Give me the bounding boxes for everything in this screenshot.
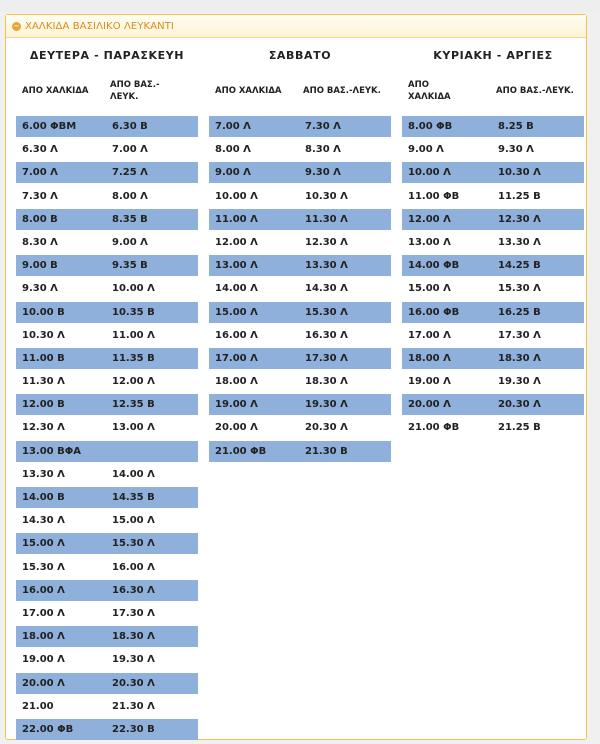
departure-chalkida: 10.00 Β xyxy=(22,306,65,318)
departure-vasiliko: 12.00 Λ xyxy=(112,376,155,388)
departure-vasiliko: 7.00 Λ xyxy=(112,144,148,156)
departure-chalkida: 7.30 Λ xyxy=(22,190,58,202)
departure-chalkida: 18.00 Λ xyxy=(215,376,258,388)
table-row xyxy=(16,580,198,601)
departure-vasiliko: 6.30 Β xyxy=(112,121,148,132)
table-row xyxy=(402,278,584,299)
departure-chalkida: 15.30 Λ xyxy=(22,561,65,573)
departure-chalkida: 13.30 Λ xyxy=(22,468,65,480)
departure-chalkida: 13.00 ΒΦΑ xyxy=(22,445,81,457)
departure-chalkida: 9.00 Λ xyxy=(408,144,444,156)
departure-vasiliko: 18.30 Λ xyxy=(305,376,348,388)
header-from-vasiliko: ΑΠΟ ΒΑΣ.-ΛΕΥΚ. xyxy=(303,86,381,96)
day-title: ΔΕΥΤΕΡΑ - ΠΑΡΑΣΚΕΥΗ xyxy=(29,48,185,62)
departure-chalkida: 21.00 xyxy=(22,700,54,712)
table-row xyxy=(16,533,198,554)
departure-chalkida: 7.00 Λ xyxy=(22,167,58,179)
table-row xyxy=(16,232,198,253)
departure-chalkida: 16.00 Λ xyxy=(22,584,65,596)
departure-vasiliko: 21.30 Β xyxy=(305,445,348,457)
departure-vasiliko: 12.35 Β xyxy=(112,399,155,411)
departure-chalkida: 6.30 Λ xyxy=(22,144,58,156)
header-from-chalkida: ΑΠΟ ΧΑΛΚΙΔΑ xyxy=(22,86,89,96)
collapse-icon[interactable]: − xyxy=(13,21,20,30)
departure-chalkida: 11.00 Λ xyxy=(215,213,258,225)
departure-chalkida: 17.00 Λ xyxy=(22,607,65,619)
table-row xyxy=(209,325,391,346)
departure-chalkida: 19.00 Λ xyxy=(22,654,65,666)
table-row xyxy=(402,186,584,207)
table-row xyxy=(209,255,391,276)
departure-chalkida: 12.00 Λ xyxy=(408,213,451,225)
day-title: ΚΥΡΙΑΚΗ - ΑΡΓΙΕΣ xyxy=(433,48,553,62)
departure-chalkida: 12.00 Λ xyxy=(215,236,258,248)
table-row xyxy=(16,510,198,531)
table-row xyxy=(209,232,391,253)
panel-title: ΧΑΛΚΙΔΑ ΒΑΣΙΛΙΚΟ ΛΕΥΚΑΝΤΙ xyxy=(25,20,174,32)
departure-chalkida: 10.30 Λ xyxy=(22,329,65,341)
table-row xyxy=(16,673,198,694)
departure-vasiliko: 9.00 Λ xyxy=(112,236,148,248)
departure-chalkida: 21.00 ΦΒ xyxy=(408,422,460,434)
departure-vasiliko: 15.30 Λ xyxy=(498,283,541,295)
departure-chalkida: 12.30 Λ xyxy=(22,422,65,434)
departure-chalkida: 16.00 ΦΒ xyxy=(408,306,460,318)
departure-chalkida: 19.00 Λ xyxy=(408,376,451,388)
table-row xyxy=(209,441,391,462)
departure-vasiliko: 8.00 Λ xyxy=(112,190,148,202)
table-row xyxy=(209,371,391,392)
departure-chalkida: 20.00 Λ xyxy=(215,422,258,434)
table-row xyxy=(209,139,391,160)
departure-vasiliko: 21.30 Λ xyxy=(112,700,155,712)
departure-vasiliko: 13.30 Λ xyxy=(498,236,541,248)
departure-vasiliko: 15.30 Λ xyxy=(305,306,348,318)
departure-vasiliko: 9.30 Λ xyxy=(305,167,341,179)
table-row xyxy=(402,348,584,369)
day-column-weekdays xyxy=(16,38,198,742)
table-row xyxy=(16,139,198,160)
departure-chalkida: 17.00 Λ xyxy=(215,352,258,364)
table-row xyxy=(16,417,198,438)
departure-vasiliko: 10.30 Λ xyxy=(498,167,541,179)
header-from-vasiliko: ΑΠΟ ΒΑΣ.-ΛΕΥΚ. xyxy=(496,86,574,96)
header-from-chalkida: ΑΠΟ ΧΑΛΚΙΔΑ xyxy=(408,80,451,102)
departure-vasiliko: 16.30 Λ xyxy=(112,584,155,596)
departure-vasiliko: 14.25 Β xyxy=(498,260,541,272)
departure-vasiliko: 14.30 Λ xyxy=(305,283,348,295)
table-row xyxy=(209,162,391,183)
day-title: ΣΑΒΒΑΤΟ xyxy=(268,48,332,62)
table-row xyxy=(402,325,584,346)
table-row xyxy=(16,719,198,740)
departure-vasiliko: 20.30 Λ xyxy=(305,422,348,434)
departure-chalkida: 8.30 Λ xyxy=(22,236,58,248)
schedule-rows xyxy=(209,116,391,462)
departure-vasiliko: 9.35 Β xyxy=(112,260,148,272)
departure-chalkida: 15.00 Λ xyxy=(215,306,258,318)
column-headers xyxy=(209,72,391,110)
column-headers xyxy=(402,72,584,110)
table-row xyxy=(209,302,391,323)
departure-chalkida: 17.00 Λ xyxy=(408,329,451,341)
departure-vasiliko: 13.30 Λ xyxy=(305,260,348,272)
table-row xyxy=(16,348,198,369)
departure-chalkida: 14.30 Λ xyxy=(22,515,65,527)
departure-chalkida: 9.00 Λ xyxy=(215,167,251,179)
table-row xyxy=(16,626,198,647)
departure-vasiliko: 11.00 Λ xyxy=(112,329,155,341)
table-row xyxy=(16,162,198,183)
table-row xyxy=(16,186,198,207)
table-row xyxy=(209,116,391,137)
departure-chalkida: 9.00 Β xyxy=(22,260,58,272)
departure-chalkida: 11.00 ΦΒ xyxy=(408,190,460,202)
table-row xyxy=(16,649,198,670)
top-bar xyxy=(0,0,600,12)
departure-chalkida: 9.30 Λ xyxy=(22,283,58,295)
departure-vasiliko: 12.30 Λ xyxy=(498,213,541,225)
departure-vasiliko: 8.25 Β xyxy=(498,121,534,132)
departure-vasiliko: 18.30 Λ xyxy=(498,352,541,364)
departure-chalkida: 7.00 Λ xyxy=(215,121,251,132)
departure-vasiliko: 11.30 Λ xyxy=(305,213,348,225)
departure-chalkida: 19.00 Λ xyxy=(215,399,258,411)
departure-chalkida: 11.00 Β xyxy=(22,352,65,364)
departure-vasiliko: 14.00 Λ xyxy=(112,468,155,480)
departure-vasiliko: 7.25 Λ xyxy=(112,167,148,179)
table-row xyxy=(209,417,391,438)
departure-vasiliko: 11.35 Β xyxy=(112,352,155,364)
departure-vasiliko: 18.30 Λ xyxy=(112,631,155,643)
departure-vasiliko: 14.35 Β xyxy=(112,492,155,503)
departure-vasiliko: 19.30 Λ xyxy=(305,399,348,411)
departure-chalkida: 15.00 Λ xyxy=(22,538,65,550)
departure-chalkida: 18.00 Λ xyxy=(22,631,65,643)
departure-chalkida: 15.00 Λ xyxy=(408,283,451,295)
table-row xyxy=(402,162,584,183)
table-row xyxy=(209,209,391,230)
table-row xyxy=(16,302,198,323)
departure-chalkida: 10.00 Λ xyxy=(408,167,451,179)
departure-vasiliko: 17.30 Λ xyxy=(305,352,348,364)
departure-chalkida: 13.00 Λ xyxy=(215,260,258,272)
departure-vasiliko: 13.00 Λ xyxy=(112,422,155,434)
table-row xyxy=(402,255,584,276)
departure-chalkida: 18.00 Λ xyxy=(408,352,451,364)
day-column-saturday xyxy=(209,38,391,464)
header-from-chalkida: ΑΠΟ ΧΑΛΚΙΔΑ xyxy=(215,86,282,96)
departure-chalkida: 13.00 Λ xyxy=(408,236,451,248)
table-row xyxy=(402,232,584,253)
departure-chalkida: 20.00 Λ xyxy=(22,677,65,689)
departure-vasiliko: 20.30 Λ xyxy=(112,677,155,689)
table-row xyxy=(16,464,198,485)
table-row xyxy=(16,116,198,137)
table-row xyxy=(16,394,198,415)
table-row xyxy=(16,255,198,276)
table-row xyxy=(209,278,391,299)
departure-chalkida: 14.00 ΦΒ xyxy=(408,260,460,272)
table-row xyxy=(16,696,198,717)
table-row xyxy=(402,139,584,160)
departure-vasiliko: 10.30 Λ xyxy=(305,190,348,202)
table-row xyxy=(402,302,584,323)
departure-vasiliko: 17.30 Λ xyxy=(498,329,541,341)
departure-vasiliko: 20.30 Λ xyxy=(498,399,541,411)
departure-chalkida: 8.00 Β xyxy=(22,213,58,225)
departure-vasiliko: 15.00 Λ xyxy=(112,515,155,527)
table-row xyxy=(402,116,584,137)
departure-vasiliko: 17.30 Λ xyxy=(112,607,155,619)
table-row xyxy=(402,371,584,392)
table-row xyxy=(16,325,198,346)
departure-vasiliko: 16.25 Β xyxy=(498,306,541,318)
departure-chalkida: 11.30 Λ xyxy=(22,376,65,388)
schedule-rows xyxy=(402,116,584,438)
departure-vasiliko: 19.30 Λ xyxy=(498,376,541,388)
departure-vasiliko: 10.00 Λ xyxy=(112,283,155,295)
table-row xyxy=(402,394,584,415)
table-row xyxy=(16,487,198,508)
departure-chalkida: 8.00 ΦΒ xyxy=(408,121,453,132)
table-row xyxy=(16,557,198,578)
departure-chalkida: 21.00 ΦΒ xyxy=(215,445,267,457)
panel-header[interactable] xyxy=(6,15,586,38)
table-row xyxy=(209,186,391,207)
schedule-rows xyxy=(16,116,198,740)
day-column-sunday-holidays xyxy=(402,38,584,441)
departure-vasiliko: 16.30 Λ xyxy=(305,329,348,341)
table-row xyxy=(16,371,198,392)
departure-chalkida: 22.00 ΦΒ xyxy=(22,723,74,735)
departure-vasiliko: 21.25 Β xyxy=(498,422,541,434)
departure-vasiliko: 16.00 Λ xyxy=(112,561,155,573)
header-from-vasiliko: ΑΠΟ ΒΑΣ.- ΛΕΥΚ. xyxy=(110,80,160,102)
departure-vasiliko: 8.30 Λ xyxy=(305,144,341,156)
departure-chalkida: 14.00 Λ xyxy=(215,283,258,295)
table-row xyxy=(402,417,584,438)
departure-vasiliko: 9.30 Λ xyxy=(498,144,534,156)
table-row xyxy=(16,441,198,462)
departure-vasiliko: 10.35 Β xyxy=(112,306,155,318)
departure-vasiliko: 15.30 Λ xyxy=(112,538,155,550)
departure-vasiliko: 7.30 Λ xyxy=(305,121,341,132)
table-row xyxy=(209,348,391,369)
departure-chalkida: 10.00 Λ xyxy=(215,190,258,202)
departure-vasiliko: 12.30 Λ xyxy=(305,236,348,248)
table-row xyxy=(402,209,584,230)
departure-vasiliko: 8.35 Β xyxy=(112,213,148,225)
departure-chalkida: 14.00 Β xyxy=(22,492,65,503)
table-row xyxy=(209,394,391,415)
table-row xyxy=(16,209,198,230)
departure-vasiliko: 22.30 Β xyxy=(112,723,155,735)
departure-chalkida: 6.00 ΦΒΜ xyxy=(22,121,77,132)
departure-vasiliko: 19.30 Λ xyxy=(112,654,155,666)
departure-vasiliko: 11.25 Β xyxy=(498,190,541,202)
table-row xyxy=(16,278,198,299)
schedule-panel xyxy=(5,14,587,740)
departure-chalkida: 12.00 Β xyxy=(22,399,65,411)
column-headers xyxy=(16,72,198,110)
departure-chalkida: 16.00 Λ xyxy=(215,329,258,341)
departure-chalkida: 8.00 Λ xyxy=(215,144,251,156)
table-row xyxy=(16,603,198,624)
departure-chalkida: 20.00 Λ xyxy=(408,399,451,411)
